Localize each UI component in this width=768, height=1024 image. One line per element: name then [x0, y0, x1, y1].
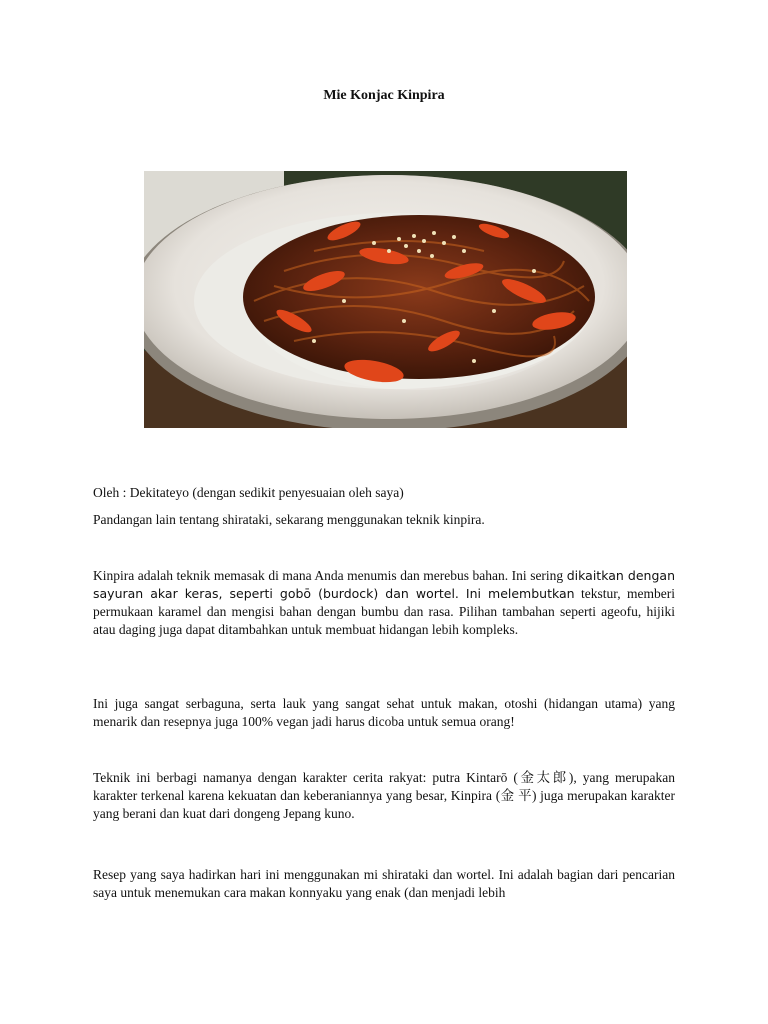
paragraph-recipe-intro: Resep yang saya hadirkan hari ini menggunakan mi shirataki dan wortel. Ini adalah bagian dari pencarian saya untuk menemukan cara makan konnyaku yang enak (dan menjadi lebih	[93, 867, 675, 900]
document-title: Mie Konjac Kinpira	[323, 88, 445, 103]
paragraph-versatility: Ini juga sangat serbaguna, serta lauk yang sangat sehat untuk makan, otoshi (hidangan utama) yang menarik dan resepnya juga 100% vegan jadi harus dicoba untuk semua orang!	[93, 696, 675, 729]
author-line: Oleh : Dekitateyo (dengan sedikit penyesuaian oleh saya)	[93, 485, 404, 500]
paragraph-kinpira-part1: Kinpira adalah teknik memasak di mana Anda menumis dan merebus bahan. Ini sering	[93, 568, 567, 583]
paragraph-folklore: Teknik ini berbagi namanya dengan karakter cerita rakyat: putra Kintarō (金太郎), yang merupakan karakter terkenal karena kekuatan dan keberaniannya yang besar, Kinpira (金 平) juga merupakan karakter yang berani dan kuat dari dongeng Jepang kuno.	[93, 770, 675, 821]
paragraph-kinpira-part3: tekstur, memberi permukaan karamel dan mengisi bahan dengan bumbu dan rasa. Pilihan tambahan seperti ageofu, hijiki atau daging juga dapat ditambahkan untuk membuat hidangan lebih kompleks.	[93, 586, 675, 637]
paragraph-kinpira-part2: dikaitkan dengan sayuran akar keras, seperti gobō (burdock) dan wortel. Ini melembutkan	[93, 568, 675, 601]
paragraph-kinpira-technique	[93, 567, 675, 639]
intro-paragraph: Pandangan lain tentang shirataki, sekarang menggunakan teknik kinpira.	[93, 512, 485, 527]
food-photo	[144, 171, 627, 428]
